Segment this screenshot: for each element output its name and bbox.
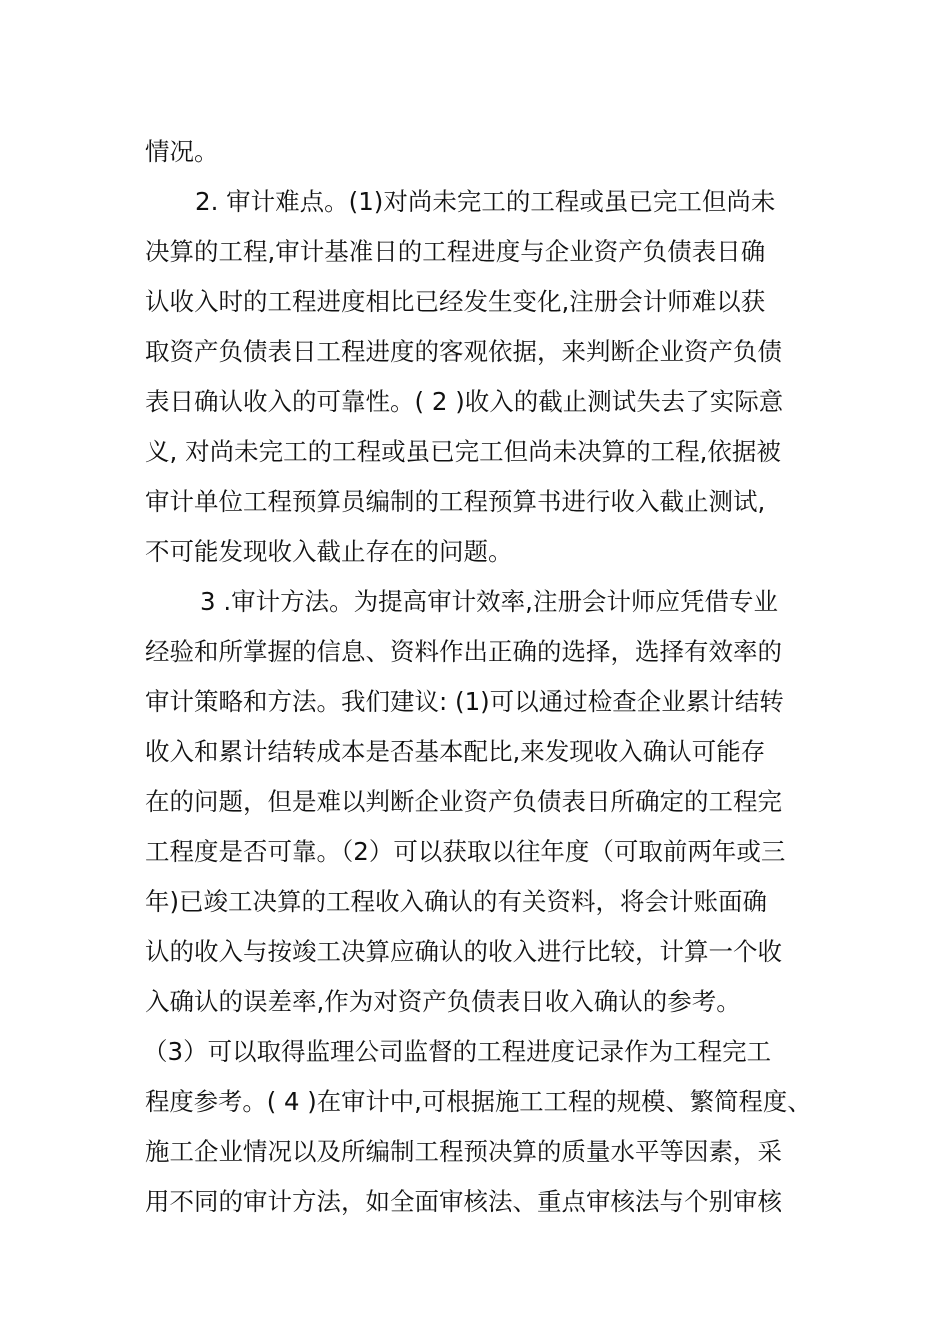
text-line-3: 决算的工程,审计基准日的工程进度与企业资产负债表日确 — [145, 237, 766, 266]
text-line-15: 工程度是否可靠。（2）可以获取以往年度（可取前两年或三 — [145, 837, 786, 866]
text-line-10: 3 .审计方法。为提高审计效率,注册会计师应凭借专业 — [200, 587, 778, 616]
text-line-11: 经验和所掌握的信息、资料作出正确的选择，选择有效率的 — [145, 637, 782, 666]
text-line-21: 施工企业情况以及所编制工程预决算的质量水平等因素，采 — [145, 1137, 782, 1166]
text-line-1: 情况。 — [145, 137, 219, 166]
text-line-12: 审计策略和方法。我们建议: (1)可以通过检查企业累计结转 — [145, 687, 784, 716]
text-line-4: 认收入时的工程进度相比已经发生变化,注册会计师难以获 — [145, 287, 766, 316]
text-line-6: 表日确认收入的可靠性。( 2 )收入的截止测试失去了实际意 — [145, 387, 784, 416]
text-line-2: 2. 审计难点。(1)对尚未完工的工程或虽已完工但尚未 — [195, 187, 776, 216]
text-line-9: 不可能发现收入截止存在的问题。 — [145, 537, 513, 566]
text-line-22: 用不同的审计方法，如全面审核法、重点审核法与个别审核 — [145, 1187, 782, 1216]
text-line-13: 收入和累计结转成本是否基本配比,来发现收入确认可能存 — [145, 737, 766, 766]
text-line-19: （3）可以取得监理公司监督的工程进度记录作为工程完工 — [143, 1037, 772, 1066]
text-line-8: 审计单位工程预算员编制的工程预算书进行收入截止测试, — [145, 487, 766, 516]
text-line-20: 程度参考。( 4 )在审计中,可根据施工工程的规模、繁简程度、 — [145, 1087, 812, 1116]
text-line-5: 取资产负债表日工程进度的客观依据，来判断企业资产负债 — [145, 337, 782, 366]
text-line-14: 在的问题，但是难以判断企业资产负债表日所确定的工程完 — [145, 787, 782, 816]
text-line-16: 年)已竣工决算的工程收入确认的有关资料，将会计账面确 — [145, 887, 768, 916]
text-line-18: 入确认的误差率,作为对资产负债表日收入确认的参考。 — [145, 987, 741, 1016]
text-line-7: 义, 对尚未完工的工程或虽已完工但尚未决算的工程,依据被 — [145, 437, 781, 466]
text-line-17: 认的收入与按竣工决算应确认的收入进行比较，计算一个收 — [145, 937, 782, 966]
